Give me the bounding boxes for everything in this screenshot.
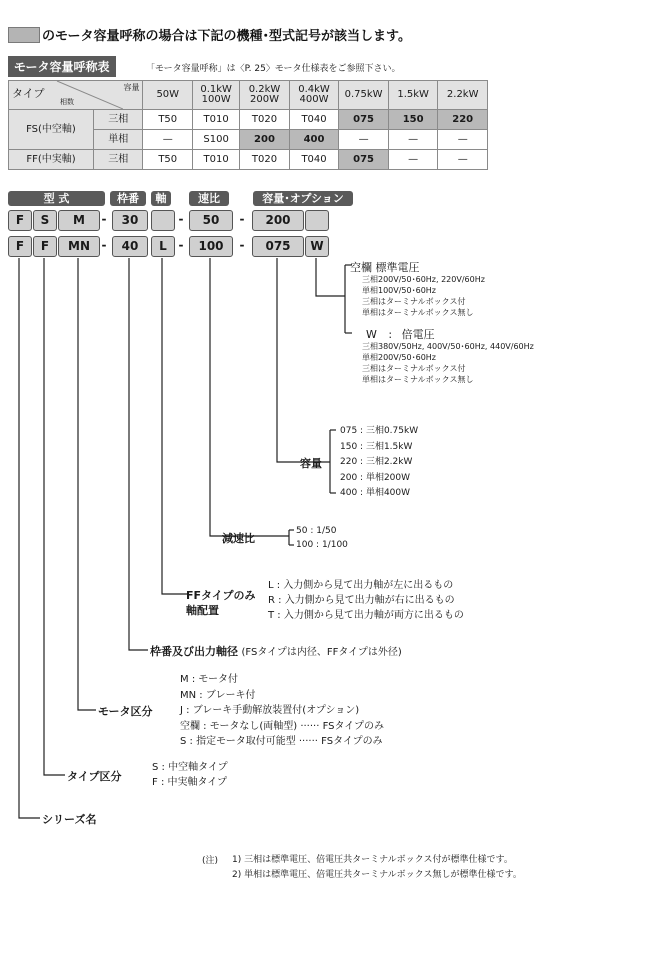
list-item: 220 : 三相2.2kW [340,457,413,468]
table-note: 「モータ容量呼称」は〈P. 25〉モータ仕様表をご参照下さい。 [146,64,401,74]
code-label-type: 型 式 [8,191,105,206]
table-cell: — [143,130,193,150]
table-cell: 220 [438,110,488,130]
row-phase: 三相 [93,150,143,170]
list-item: 075 : 三相0.75kW [340,426,419,436]
cap-header: 0.75kW [339,81,389,110]
table-cell: T50 [143,150,193,170]
header-type: タイプ [12,87,45,100]
code1-frame: 30 [112,210,148,231]
list-item: F : 中実軸タイプ [152,777,227,788]
dash: - [178,238,184,252]
type-label: タイプ区分 [67,770,122,783]
axis-items [268,578,464,623]
table-cell: 075 [339,150,389,170]
ratio-label: 減速比 [222,532,255,545]
list-item: 400 : 単相400W [340,488,411,499]
table-cell: 075 [339,110,389,130]
code1-ratio: 50 [189,210,233,231]
detail-line: 三相380V/50Hz, 400V/50･60Hz, 440V/60Hz [362,342,534,351]
table-cell: 200 [240,130,290,150]
dash: - [239,238,245,252]
code2-motor: MN [58,236,100,257]
frame-label: 枠番及び出力軸径 [150,645,238,658]
list-item: 100 : 1/100 [296,540,348,550]
voltage-w-key: W [366,328,377,341]
frame-description [150,643,402,659]
notes-prefix: (注) [202,856,219,866]
dash: - [178,212,184,226]
table-cell: T010 [193,110,240,130]
code1-series: F [8,210,32,231]
table-cell: T040 [289,150,339,170]
page-heading: のモータ容量呼称の場合は下記の機種･型式記号が該当します。 [42,29,411,44]
list-item: R : 入力側から見て出力軸が右に出るもの [268,595,455,606]
code2-type: F [33,236,57,257]
cap-header: 0.2kW 200W [240,81,290,110]
note-line: 1) 三相は標準電圧、倍電圧共ターミナルボックス付が標準仕様です。 [232,855,513,865]
code2-series: F [8,236,32,257]
axis-label-2: 軸配置 [186,604,219,617]
cap-header: 0.1kW 100W [193,81,240,110]
motor-items [180,672,384,750]
capacity-label: 容量 [300,457,322,470]
detail-line: 単相100V/50･60Hz [362,286,437,295]
dash: - [101,238,107,252]
list-item: 150 : 三相1.5kW [340,441,413,452]
voltage-w-colon: : [388,328,393,341]
table-cell: — [438,130,488,150]
code-label-capacity: 容量･オプション [253,191,353,206]
list-item: T : 入力側から見て出力軸が両方に出るもの [268,610,464,621]
code2-axis: L [151,236,175,257]
table-cell: T50 [143,110,193,130]
voltage-w [366,326,435,342]
dash: - [101,212,107,226]
detail-line: 三相200V/50･60Hz, 220V/60Hz [362,275,485,284]
row-phase: 三相 [93,110,143,130]
table-cell: T010 [193,150,240,170]
row-type: FS(中空軸) [9,110,94,150]
voltage-blank-details [362,274,485,318]
series-label: シリーズ名 [42,813,97,826]
row-phase: 単相 [93,130,143,150]
table-cell: S100 [193,130,240,150]
table-cell: 400 [289,130,339,150]
code1-motor: M [58,210,100,231]
voltage-blank [350,259,420,275]
detail-line: 単相はターミナルボックス無し [362,375,474,384]
table-cell: T040 [289,110,339,130]
detail-line: 三相はターミナルボックス付 [362,364,466,373]
frame-note: (FSタイプは内径、FFタイプは外径) [241,647,402,658]
header-capacity: 容量 [123,83,140,92]
code-label-ratio: 速比 [189,191,229,206]
cap-header: 0.4kW 400W [289,81,339,110]
row-type: FF(中実軸) [9,150,94,170]
code2-option: W [305,236,329,257]
list-item: S : 中空軸タイプ [152,762,228,773]
cap-header: 1.5kW [388,81,438,110]
voltage-w-title: 倍電圧 [401,328,435,341]
code2-ratio: 100 [189,236,233,257]
code2-frame: 40 [112,236,148,257]
header-phase: 相数 [60,98,74,106]
code2-capacity: 075 [252,236,304,257]
table-cell: T020 [240,150,290,170]
list-item: MN : ブレーキ付 [180,689,256,701]
capacity-items [340,424,418,502]
table-cell: T020 [240,110,290,130]
list-item: 200 : 単相200W [340,472,411,483]
voltage-blank-title: 標準電圧 [375,261,420,274]
notes [232,853,522,883]
detail-line: 三相はターミナルボックス付 [362,297,466,306]
list-item: 空欄 : モータなし(両軸型) ······ FSタイプのみ [180,720,385,732]
list-item: 50 : 1/50 [296,526,337,536]
table-cell: — [388,150,438,170]
note-line: 2) 単相は標準電圧、倍電圧共ターミナルボックス無しが標準仕様です。 [232,870,522,880]
cap-header: 50W [143,81,193,110]
table-cell: — [388,130,438,150]
detail-line: 単相はターミナルボックス無し [362,308,474,317]
cap-header: 2.2kW [438,81,488,110]
axis-label-1: FFタイプのみ [186,589,256,602]
voltage-blank-key: 空欄 [350,261,372,274]
type-items [152,760,228,790]
list-item: M : モータ付 [180,674,238,685]
code1-capacity: 200 [252,210,304,231]
code1-type: S [33,210,57,231]
dash: - [239,212,245,226]
ratio-items [296,524,348,552]
table-cell: — [339,130,389,150]
code-label-frame: 枠番 [110,191,146,206]
list-item: J : ブレーキ手動解放装置付(オプション) [180,705,360,717]
detail-line: 単相200V/50･60Hz [362,353,437,362]
code-label-axis: 軸 [151,191,171,206]
voltage-w-details [362,341,534,385]
list-item: L : 入力側から見て出力軸が左に出るもの [268,580,454,591]
table-title: モータ容量呼称表 [8,56,116,77]
table-cell: 150 [388,110,438,130]
motor-label: モータ区分 [98,705,153,718]
table-cell: — [438,150,488,170]
list-item: S : 指定モータ取付可能型 ······ FSタイプのみ [180,736,383,748]
